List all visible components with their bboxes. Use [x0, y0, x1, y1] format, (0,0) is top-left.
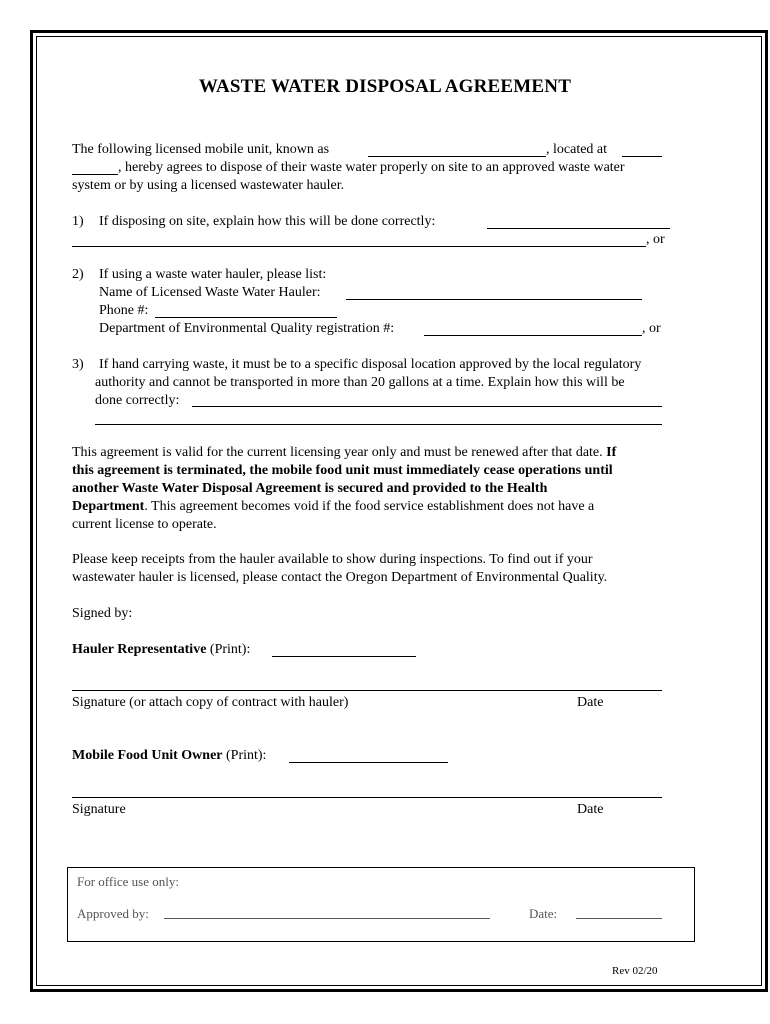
- item3-line2: authority and cannot be transported in more than 20 gallons at a time. Explain how this will be: [95, 375, 625, 390]
- owner-print-label: [72, 747, 266, 765]
- deq-registration-field[interactable]: [424, 335, 642, 336]
- hauler-print-suffix: (Print):: [209, 642, 251, 657]
- unit-name-field[interactable]: [368, 156, 546, 157]
- validity-line4-bold: Department: [72, 499, 145, 514]
- owner-signature-label: Signature: [72, 802, 126, 817]
- validity-line1: [72, 444, 616, 462]
- hand-carry-explain-field-1[interactable]: [192, 406, 662, 407]
- intro-line1-b: , located at: [546, 142, 608, 157]
- hand-carry-explain-field-2[interactable]: [95, 424, 662, 425]
- hauler-print-label: [72, 641, 250, 659]
- hauler-signature-line[interactable]: [72, 690, 662, 691]
- hauler-name-field[interactable]: [346, 299, 642, 300]
- owner-signature-line[interactable]: [72, 797, 662, 798]
- item2-text: If using a waste water hauler, please list:: [99, 267, 327, 282]
- intro-line1-a: The following licensed mobile unit, known as: [72, 142, 330, 157]
- item3-line1: If hand carrying waste, it must be to a specific disposal location approved by the local regulatory: [99, 357, 642, 372]
- phone-field[interactable]: [155, 317, 337, 318]
- validity-line2: this agreement is terminated, the mobile food unit must immediately cease operations until: [72, 463, 613, 478]
- signed-by-label: Signed by:: [72, 606, 133, 621]
- onsite-explain-field-1[interactable]: [487, 228, 670, 229]
- owner-print-suffix: (Print):: [226, 748, 267, 763]
- item1-number: 1): [72, 214, 84, 229]
- intro-line3: system or by using a licensed wastewater hauler.: [72, 178, 345, 193]
- location-field-part2[interactable]: [72, 174, 118, 175]
- validity-line1-bold: If: [606, 445, 617, 460]
- hauler-representative-label: Hauler Representative: [72, 642, 207, 657]
- phone-label: Phone #:: [99, 303, 149, 318]
- hauler-name-label: Name of Licensed Waste Water Hauler:: [99, 285, 321, 300]
- approved-by-field[interactable]: [164, 918, 490, 919]
- item3-number: 3): [72, 357, 84, 372]
- validity-line3: another Waste Water Disposal Agreement is secured and provided to the Health: [72, 481, 548, 496]
- office-use-heading: For office use only:: [77, 874, 179, 889]
- item3-line3: done correctly:: [95, 393, 180, 408]
- validity-line5: current license to operate.: [72, 517, 217, 532]
- hauler-date-label: Date: [577, 695, 604, 710]
- validity-line1-normal: This agreement is valid for the current licensing year only and must be renewed after that date.: [72, 445, 603, 460]
- office-date-label: Date:: [529, 906, 558, 921]
- receipts-line2: wastewater hauler is licensed, please contact the Oregon Department of Environmental Quality.: [72, 570, 608, 585]
- owner-date-label: Date: [577, 802, 604, 817]
- deq-registration-label: Department of Environmental Quality registration #:: [99, 321, 395, 336]
- onsite-explain-field-2[interactable]: [72, 246, 646, 247]
- item2-or: , or: [642, 321, 661, 336]
- receipts-line1: Please keep receipts from the hauler available to show during inspections. To find out if your: [72, 552, 593, 567]
- item1-text: If disposing on site, explain how this will be done correctly:: [99, 214, 436, 229]
- hauler-signature-label: Signature (or attach copy of contract with hauler): [72, 695, 349, 710]
- intro-line2: , hereby agrees to dispose of their waste water properly on site to an approved waste water: [118, 160, 625, 175]
- document-title: WASTE WATER DISPOSAL AGREEMENT: [198, 76, 572, 97]
- item2-number: 2): [72, 267, 84, 282]
- owner-print-field[interactable]: [289, 762, 448, 763]
- approved-by-label: Approved by:: [77, 906, 149, 921]
- owner-label: Mobile Food Unit Owner: [72, 748, 223, 763]
- location-field-part1[interactable]: [622, 156, 662, 157]
- item1-or: , or: [646, 232, 665, 247]
- validity-line4-normal: . This agreement becomes void if the food service establishment does not have a: [144, 499, 595, 514]
- validity-line4: [72, 498, 594, 516]
- hauler-print-field[interactable]: [272, 656, 416, 657]
- office-date-field[interactable]: [576, 918, 662, 919]
- revision-label: Rev 02/20: [612, 965, 658, 977]
